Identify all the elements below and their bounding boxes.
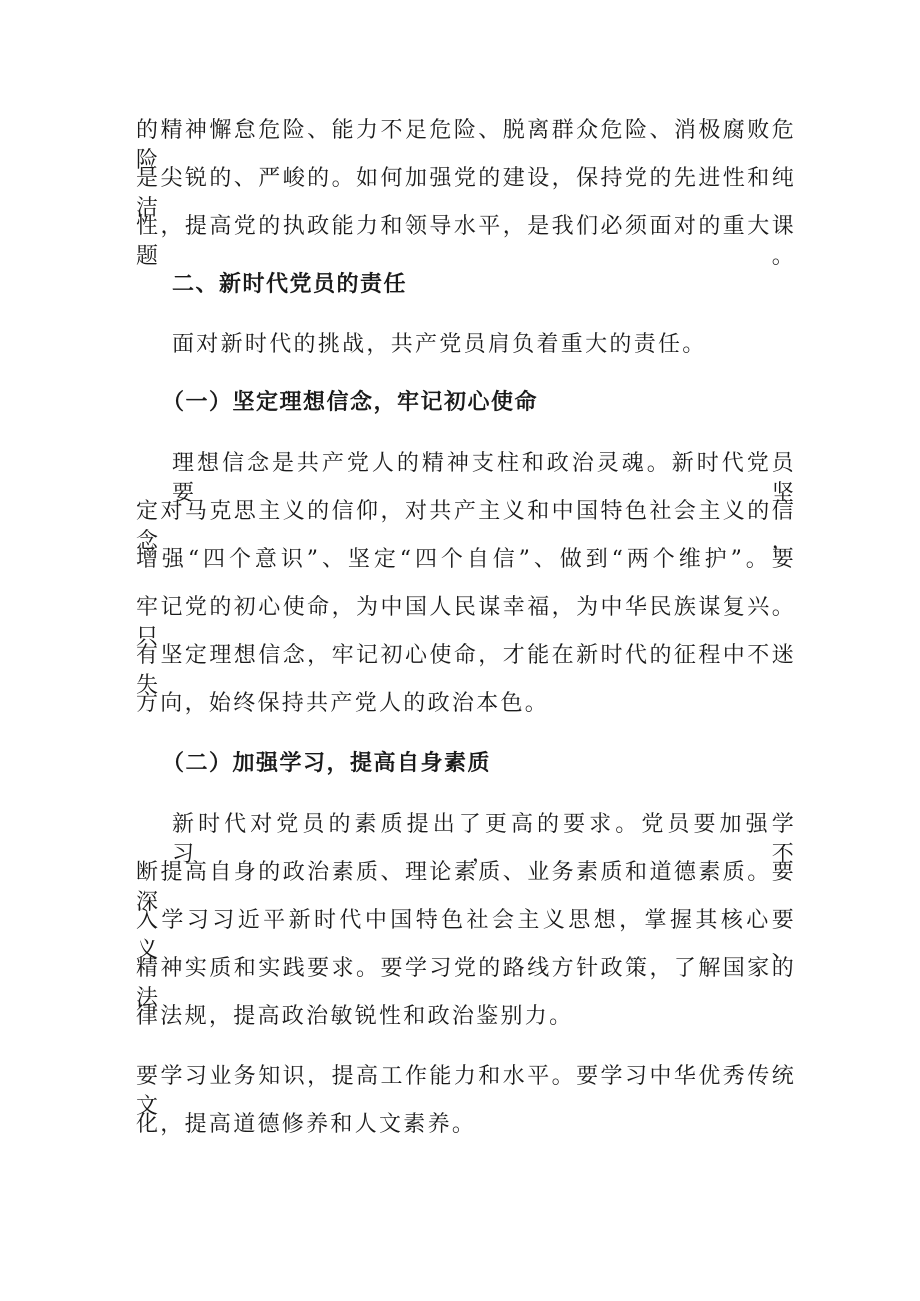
sub2-line-1: 新时代对党员的素质提出了更高的要求。党员要加强学习，不 [172,812,796,867]
sub1-line-3: 增强“四个意识”、坚定“四个自信”、做到“两个维护”。要 [136,547,796,572]
subsection-heading-1: （一）坚定理想信念，牢记初心使命 [162,390,539,415]
sub1-line-2: 定对马克思主义的信仰，对共产主义和中国特色社会主义的信念， [136,499,796,554]
intro-line-1: 的精神懈怠危险、能力不足危险、脱离群众危险、消极腐败危险 [136,118,796,173]
sub1-line-1: 理想信念是共产党人的精神支柱和政治灵魂。新时代党员要坚 [172,451,796,506]
sub1-line-4: 牢记党的初心使命，为中国人民谋幸福，为中华民族谋复兴。只 [136,595,796,650]
sub2-line-5: 律法规，提高政治敏锐性和政治鉴别力。 [136,1004,574,1029]
sub1-line-6: 方向，始终保持共产党人的政治本色。 [136,691,550,716]
sub1-line-5: 有坚定理想信念，牢记初心使命，才能在新时代的征程中不迷失 [136,643,796,698]
intro-line-2: 是尖锐的、严峻的。如何加强党的建设，保持党的先进性和纯洁 [136,166,796,221]
sub2-line-3: 入学习习近平新时代中国特色社会主义思想，掌握其核心要义、 [136,908,796,963]
extra-line-2: 化，提高道德修养和人文素养。 [136,1112,477,1137]
subsection-heading-2: （二）加强学习，提高自身素质 [162,751,492,776]
intro-line-3: 性，提高党的执政能力和领导水平，是我们必须面对的重大课题。 [136,214,796,269]
sub2-line-4: 精神实质和实践要求。要学习党的路线方针政策，了解国家的法 [136,956,796,1011]
section-lead: 面对新时代的挑战，共产党员肩负着重大的责任。 [172,332,707,357]
sub2-line-2: 断提高自身的政治素质、理论素质、业务素质和道德素质。要深 [136,860,796,915]
section-heading: 二、新时代党员的责任 [172,272,408,297]
extra-line-1: 要学习业务知识，提高工作能力和水平。要学习中华优秀传统文 [136,1064,796,1119]
